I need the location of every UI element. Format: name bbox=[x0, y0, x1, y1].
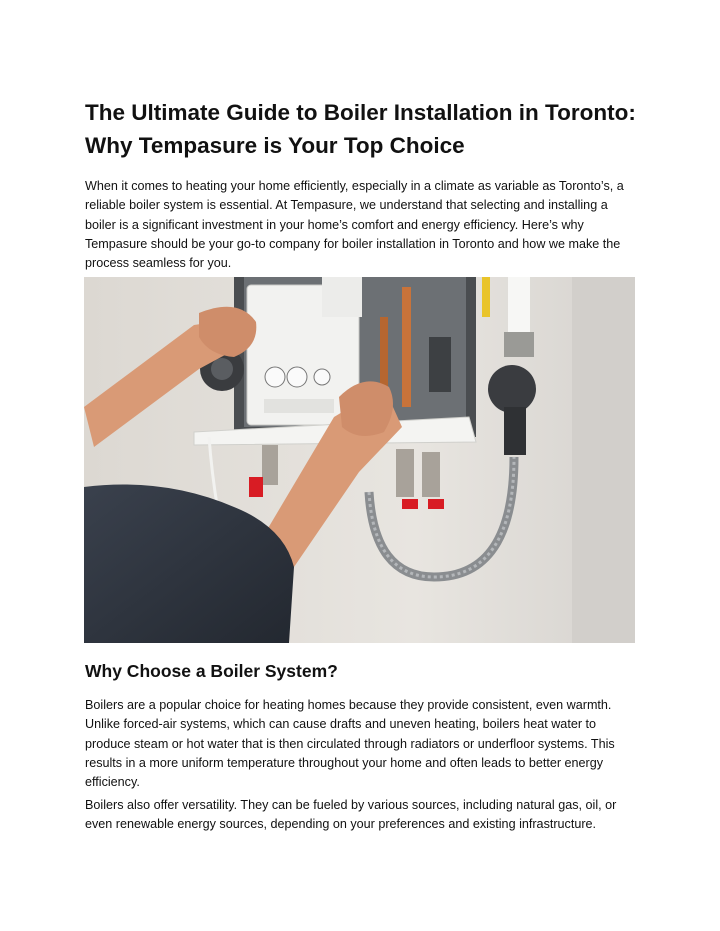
control-knob bbox=[265, 367, 285, 387]
intro-paragraph: When it comes to heating your home efficiently, especially in a climate as variable as Toronto’s, a reliable boiler system is essential. At Tempasure, we understand that selecting and installing a boiler is a significant investment in your home’s comfort and energy efficiency. Here’s why Tempasure should be your go-to company for boiler installation in Toronto and how we make the process seamless for you. bbox=[85, 179, 624, 271]
boiler-installation-photo bbox=[84, 277, 635, 643]
body-paragraph-2: Boilers also offer versatility. They can be fueled by various sources, including natural gas, oil, or even renewable energy sources, depending on your preferences and existing infrastructure. bbox=[85, 798, 617, 832]
yellow-gas-handle bbox=[482, 277, 490, 317]
wall-corner bbox=[572, 277, 635, 643]
white-pipe bbox=[508, 277, 530, 337]
pump-right bbox=[488, 365, 536, 413]
section-heading: Why Choose a Boiler System? bbox=[85, 661, 338, 681]
red-valve-handle bbox=[249, 477, 263, 497]
body-paragraph-1: Boilers are a popular choice for heating homes because they provide consistent, even warmth. Unlike forced-air systems, which can cause drafts and uneven heating, boilers heat water to produce steam or hot water that is then circulated through radiators or underfloor systems. This results in a more uniform temperature throughout your home and often leads to better energy efficiency. bbox=[85, 698, 615, 790]
article-title: The Ultimate Guide to Boiler Installation in Toronto: Why Tempasure is Your Top Choice bbox=[85, 100, 636, 158]
copper-pipe bbox=[402, 287, 411, 407]
